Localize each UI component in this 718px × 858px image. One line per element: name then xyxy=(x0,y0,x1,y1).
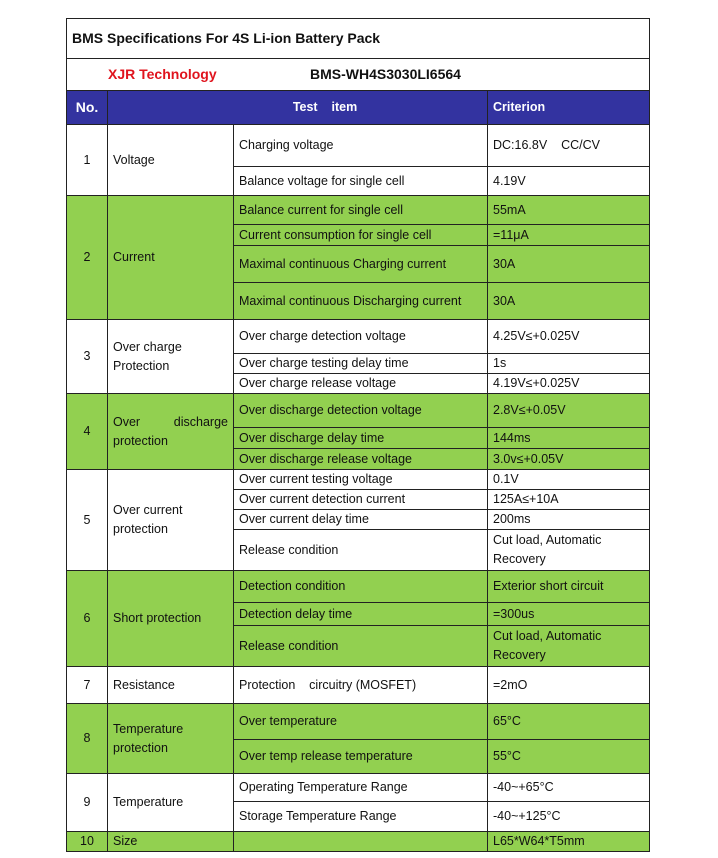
test-item: Over temperature xyxy=(234,704,488,740)
group-number: 5 xyxy=(67,470,108,571)
test-item: Maximal continuous Discharging current xyxy=(234,283,488,320)
test-item: Over discharge detection voltage xyxy=(234,394,488,428)
table-row xyxy=(67,320,650,354)
criterion-value: 55mA xyxy=(488,196,650,225)
model-number: BMS-WH4S3030LI6564 xyxy=(310,66,461,82)
test-item: Storage Temperature Range xyxy=(234,802,488,832)
criterion-value: Cut load, Automatic Recovery xyxy=(488,530,650,571)
criterion-value: 4.19V xyxy=(488,167,650,196)
table-row xyxy=(67,196,650,225)
group-number: 3 xyxy=(67,320,108,394)
criterion-value: 3.0v≤+0.05V xyxy=(488,449,650,470)
test-item: Release condition xyxy=(234,530,488,571)
header-criterion: Criterion xyxy=(488,91,650,125)
table-row xyxy=(67,667,650,704)
criterion-value: 1s xyxy=(488,354,650,374)
table-row xyxy=(67,774,650,802)
test-item: Balance current for single cell xyxy=(234,196,488,225)
brand-row xyxy=(67,59,650,91)
test-item: Maximal continuous Charging current xyxy=(234,246,488,283)
test-item: Current consumption for single cell xyxy=(234,225,488,246)
table-row xyxy=(67,470,650,490)
criterion-value: 125A≤+10A xyxy=(488,490,650,510)
criterion-value: DC:16.8V CC/CV xyxy=(488,125,650,167)
criterion-value: 2.8V≤+0.05V xyxy=(488,394,650,428)
criterion-value: -40~+65°C xyxy=(488,774,650,802)
criterion-value: -40~+125°C xyxy=(488,802,650,832)
group-number: 2 xyxy=(67,196,108,320)
header-no: No. xyxy=(67,91,108,125)
group-number: 4 xyxy=(67,394,108,470)
criterion-value: 65°C xyxy=(488,704,650,740)
criterion-value: L65*W64*T5mm xyxy=(488,832,650,852)
test-item: Charging voltage xyxy=(234,125,488,167)
group-name: Over current protection xyxy=(108,470,234,571)
test-item: Over temp release temperature xyxy=(234,740,488,774)
test-item: Over charge detection voltage xyxy=(234,320,488,354)
title-row xyxy=(67,19,650,59)
criterion-value: 30A xyxy=(488,283,650,320)
test-item: Balance voltage for single cell xyxy=(234,167,488,196)
group-name: Current xyxy=(108,196,234,320)
group-name: Resistance xyxy=(108,667,234,704)
company-name: XJR Technology xyxy=(108,66,217,82)
header-test-item: Test item xyxy=(108,91,488,125)
criterion-value: =2mO xyxy=(488,667,650,704)
brand-cell xyxy=(67,59,650,91)
group-name: Size xyxy=(108,832,234,852)
group-number: 10 xyxy=(67,832,108,852)
group-number: 7 xyxy=(67,667,108,704)
test-item: Detection condition xyxy=(234,571,488,603)
table-row xyxy=(67,704,650,740)
test-item: Release condition xyxy=(234,626,488,667)
test-item: Operating Temperature Range xyxy=(234,774,488,802)
table-row xyxy=(67,571,650,603)
test-item: Protection circuitry (MOSFET) xyxy=(234,667,488,704)
criterion-value: 55°C xyxy=(488,740,650,774)
test-item: Over charge release voltage xyxy=(234,374,488,394)
test-item: Over current testing voltage xyxy=(234,470,488,490)
group-name: Short protection xyxy=(108,571,234,667)
group-name: Voltage xyxy=(108,125,234,196)
criterion-value: 200ms xyxy=(488,510,650,530)
table-row xyxy=(67,394,650,428)
table-row xyxy=(67,832,650,852)
bms-spec-table xyxy=(66,18,650,852)
test-item: Over current delay time xyxy=(234,510,488,530)
header-row xyxy=(67,91,650,125)
criterion-value: Cut load, Automatic Recovery xyxy=(488,626,650,667)
criterion-value: 30A xyxy=(488,246,650,283)
criterion-value: 144ms xyxy=(488,428,650,449)
group-name: Over charge Protection xyxy=(108,320,234,394)
test-item: Over current detection current xyxy=(234,490,488,510)
group-name: Temperature xyxy=(108,774,234,832)
group-name: Over discharge protection xyxy=(108,394,234,470)
test-item: Over discharge delay time xyxy=(234,428,488,449)
document-title: BMS Specifications For 4S Li-ion Battery Pack xyxy=(67,19,650,59)
criterion-value: =11μA xyxy=(488,225,650,246)
group-number: 6 xyxy=(67,571,108,667)
test-item: Detection delay time xyxy=(234,603,488,626)
criterion-value: 0.1V xyxy=(488,470,650,490)
criterion-value: =300us xyxy=(488,603,650,626)
test-item xyxy=(234,832,488,852)
group-name: Temperature protection xyxy=(108,704,234,774)
criterion-value: 4.19V≤+0.025V xyxy=(488,374,650,394)
criterion-value: Exterior short circuit xyxy=(488,571,650,603)
group-number: 9 xyxy=(67,774,108,832)
criterion-value: 4.25V≤+0.025V xyxy=(488,320,650,354)
group-number: 1 xyxy=(67,125,108,196)
test-item: Over discharge release voltage xyxy=(234,449,488,470)
group-number: 8 xyxy=(67,704,108,774)
test-item: Over charge testing delay time xyxy=(234,354,488,374)
table-row xyxy=(67,125,650,167)
